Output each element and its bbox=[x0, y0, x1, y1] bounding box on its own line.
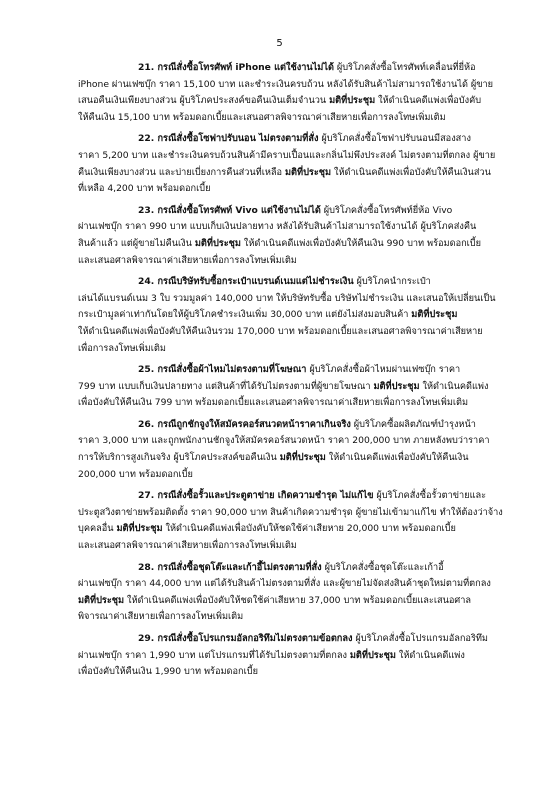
bold-text: มติที่ประชุม bbox=[279, 452, 326, 464]
body-text: ผ่านเฟซบุ๊ก ราคา 44,000 บาท แต่ได้รับสินค้าไม่ตรงตามที่สั่ง และผู้ขายไม่จัดส่งสินค้าชุดใหม่ตามที่ตกลง bbox=[78, 578, 491, 590]
case-paragraph bbox=[78, 203, 503, 269]
bold-text: 22. กรณีสั่งซื้อโซฟาปรับนอน ไม่ตรงตามที่สั่ง bbox=[138, 133, 319, 145]
case-text-line bbox=[78, 77, 503, 94]
case-paragraph bbox=[78, 131, 503, 197]
case-heading-line bbox=[78, 362, 503, 379]
case-heading-line bbox=[78, 60, 503, 77]
bold-text: มติที่ประชุม bbox=[329, 95, 376, 107]
case-paragraph bbox=[78, 362, 503, 412]
case-heading-line bbox=[78, 203, 503, 220]
bold-text: 21. กรณีสั่งซื้อโทรศัพท์ iPhone แต่ใช้งานไม่ได้ bbox=[138, 62, 334, 73]
case-text-line bbox=[78, 593, 503, 610]
bold-text: มติที่ประชุม bbox=[349, 649, 396, 661]
bold-text: 27. กรณีสั่งซื้อรั้วและประตูตาข่าย เกิดความชำรุด ไม่แก้ไข bbox=[138, 490, 374, 502]
case-text-line bbox=[78, 538, 503, 555]
body-text: 799 บาท แบบเก็บเงินปลายทาง แต่สินค้าที่ได้รับไม่ตรงตามที่ผู้ขายโฆษณา bbox=[78, 380, 374, 392]
body-text: ผู้บริโภคสั่งซื้อโซฟาปรับนอนมีสองสาง bbox=[318, 133, 471, 145]
body-text: บุคคลอื่น bbox=[78, 523, 117, 535]
case-paragraph bbox=[78, 631, 503, 681]
case-heading-line bbox=[78, 417, 503, 434]
body-text: ราคา 5,200 บาท และชำระเงินครบถ้วนสินค้ามีคราบเปื้อนและกลิ่นไม่พึงประสงค์ ไม่ตรงตามที่ตกลง ผู้ขาย bbox=[78, 149, 496, 161]
case-text-line bbox=[78, 521, 503, 538]
bold-text: 25. กรณีสั่งซื้อผ้าไหมไม่ตรงตามที่โฆษณา bbox=[138, 364, 307, 376]
bold-text: 23. กรณีสั่งซื้อโทรศัพท์ Vivo แต่ใช้งานไม่ได้ bbox=[138, 204, 321, 216]
bold-text: มติที่ประชุม bbox=[78, 594, 125, 606]
case-text-line bbox=[78, 93, 503, 110]
body-text: คืนเงินเพียงบางส่วน และบ่ายเบี่ยงการคืนส่วนที่เหลือ bbox=[78, 166, 285, 178]
bold-text: มติที่ประชุม bbox=[285, 166, 332, 178]
case-paragraph bbox=[78, 60, 503, 126]
case-text-line bbox=[78, 609, 503, 626]
case-heading-line bbox=[78, 631, 503, 648]
body-text: ผู้บริโภคสั่งซื้อโปรแกรมอัลกอริทึม bbox=[352, 633, 488, 644]
body-text: ผู้บริโภคสั่งซื้อโทรศัพท์เคลื่อนที่ยี่ห้อ bbox=[333, 62, 476, 73]
case-text-line bbox=[78, 467, 503, 484]
case-heading-line bbox=[78, 560, 503, 577]
body-text: สินค้าแล้ว แต่ผู้ขายไม่คืนเงิน bbox=[78, 237, 195, 249]
body-text: ผ่านเฟซบุ๊ก ราคา 990 บาท แบบเก็บเงินปลายทาง หลังได้รับสินค้าไม่สามารถใช้งานได้ ผู้บริโภคส่งคืน bbox=[78, 221, 477, 233]
case-text-line bbox=[78, 379, 503, 396]
case-text-line bbox=[78, 648, 503, 665]
body-text: ราคา 3,000 บาท และถูกพนักงานชักจูงให้สมัครคอร์สนวดหน้า ราคา 200,000 บาท ภายหลังพบว่าราคา bbox=[78, 435, 490, 447]
body-text: iPhone ผ่านเฟซบุ๊ก ราคา 15,100 บาท และชำระเงินครบถ้วน หลังได้รับสินค้าไม่สามารถใช้งานได้ ผู้ขาย bbox=[78, 78, 494, 90]
case-text-line bbox=[78, 341, 503, 358]
bold-text: มติที่ประชุม bbox=[194, 237, 241, 249]
body-text: พิจารณาค่าเสียหายเพื่อการลงโทษเพิ่มเติม bbox=[78, 611, 244, 623]
body-text: ผ่านเฟซบุ๊ก ราคา 1,990 บาท แต่โปรแกรมที่ได้รับไม่ตรงตามที่ตกลง bbox=[78, 649, 350, 661]
body-text: ผู้บริโภคสั่งซื้อผ้าไหมผ่านเฟซบุ๊ก ราคา bbox=[306, 364, 461, 376]
case-text-line bbox=[78, 324, 503, 341]
case-text-line bbox=[78, 450, 503, 467]
case-text-line bbox=[78, 433, 503, 450]
case-text-line bbox=[78, 253, 503, 270]
body-text: ผู้บริโภคสั่งซื้อชุดโต๊ะและเก้าอี้ bbox=[321, 561, 444, 573]
body-text: ผู้บริโภคสั่งซื้อรั้วตาข่ายและ bbox=[373, 490, 487, 502]
body-text: ประตูสวิงตาข่ายพร้อมติดตั้ง ราคา 90,000 บาท สินค้าเกิดความชำรุด ผู้ขายไม่เข้ามาแก้ไข ทำให้ต้องว่าจ้าง bbox=[78, 506, 503, 518]
bold-text: มติที่ประชุม bbox=[116, 523, 163, 535]
case-paragraph bbox=[78, 488, 503, 554]
body-text: เพื่อการลงโทษเพิ่มเติม bbox=[78, 342, 166, 354]
body-text: ให้ดำเนินคดีแพ่งเพื่อบังคับให้คืนเงินส่วน bbox=[331, 166, 491, 178]
case-text-line bbox=[78, 148, 503, 165]
case-text-line bbox=[78, 110, 503, 127]
bold-text: 29. กรณีสั่งซื้อโปรแกรมอัลกอริทึมไม่ตรงตามข้อตกลง bbox=[138, 633, 353, 644]
case-text-line bbox=[78, 181, 503, 198]
body-text: ให้ดำเนินคดีแพ่งเพื่อบังคับให้ชดใช้ค่าเสียหาย 37,000 บาท พร้อมดอกเบี้ยและเสนอศาล bbox=[124, 594, 472, 606]
case-text-line bbox=[78, 505, 503, 522]
body-text: ให้ดำเนินคดีแพ่ง bbox=[419, 380, 489, 392]
bold-text: 28. กรณีสั่งซื้อชุดโต๊ะและเก้าอี้ไม่ตรงตามที่สั่ง bbox=[138, 561, 322, 573]
body-text: ให้ดำเนินคดีแพ่งเพื่อบังคับ bbox=[375, 95, 482, 107]
case-paragraph bbox=[78, 560, 503, 626]
bold-text: มติที่ประชุม bbox=[411, 309, 458, 321]
body-text: และเสนอศาลพิจารณาค่าเสียหายเพื่อการลงโทษเพิ่มเติม bbox=[78, 540, 297, 552]
body-text: เพื่อบังคับให้คืนเงิน 1,990 บาท พร้อมดอกเบี้ย bbox=[78, 666, 258, 678]
body-text: 200,000 บาท พร้อมดอกเบี้ย bbox=[78, 468, 193, 480]
case-text-line bbox=[78, 664, 503, 681]
body-text: เสนอคืนเงินเพียงบางส่วน ผู้บริโภคประสงค์ขอคืนเงินเต็มจำนวน bbox=[78, 95, 330, 107]
body-text: เพื่อบังคับให้คืนเงิน 799 บาท พร้อมดอกเบี้ยและเสนอศาลพิจารณาค่าเสียหายเพื่อการลงโทษเพิ่มเติม bbox=[78, 397, 469, 409]
body-text: ให้ดำเนินคดีแพ่ง bbox=[395, 649, 465, 661]
body-text: ให้คืนเงิน 15,100 บาท พร้อมดอกเบี้ยและเสนอศาลพิจารณาค่าเสียหายเพื่อการลงโทษเพิ่มเติม bbox=[78, 111, 446, 123]
body-text: ให้ดำเนินคดีแพ่งเพื่อบังคับให้คืนเงินรวม 170,000 บาท พร้อมดอกเบี้ยและเสนอศาลพิจารณาค่าเสียหาย bbox=[78, 325, 483, 337]
case-text-line bbox=[78, 165, 503, 182]
case-text-line bbox=[78, 395, 503, 412]
body-text: ที่เหลือ 4,200 บาท พร้อมดอกเบี้ย bbox=[78, 183, 211, 195]
body-text: ผู้บริโภคนำกระเป๋า bbox=[353, 276, 431, 288]
case-heading-line bbox=[78, 131, 503, 148]
bold-text: มติที่ประชุม bbox=[373, 380, 420, 392]
body-text: ให้ดำเนินคดีแพ่งเพื่อบังคับให้คืนเงิน bbox=[325, 452, 469, 464]
page-number: 5 bbox=[276, 38, 283, 49]
document-body bbox=[78, 60, 503, 686]
case-text-line bbox=[78, 219, 503, 236]
bold-text: 24. กรณีบริษัทรับซื้อกระเป๋าแบรนด์เนมแต่ไม่ชำระเงิน bbox=[138, 276, 354, 288]
case-paragraph bbox=[78, 417, 503, 483]
case-text-line bbox=[78, 291, 503, 308]
case-text-line bbox=[78, 307, 503, 324]
body-text: ผู้บริโภคซื้อผลิตภัณฑ์บำรุงหน้า bbox=[350, 418, 476, 430]
body-text: กระเป๋ามูลค่าเท่ากันโดยให้ผู้บริโภคชำระเงินเพิ่ม 30,000 บาท แต่ยังไม่ส่งมอบสินค้า bbox=[78, 309, 412, 321]
case-text-line bbox=[78, 236, 503, 253]
case-heading-line bbox=[78, 488, 503, 505]
bold-text: 26. กรณีถูกชักจูงให้สมัครคอร์สนวดหน้าราคาเกินจริง bbox=[138, 418, 351, 430]
body-text: เล่นได้แบรนด์เนม 3 ใบ รวมมูลค่า 140,000 บาท ให้บริษัทรับซื้อ บริษัทไม่ชำระเงิน และเสนอให้เปลี่ยนเป็น bbox=[78, 292, 496, 304]
body-text: และเสนอศาลพิจารณาค่าเสียหายเพื่อการลงโทษเพิ่มเติม bbox=[78, 254, 297, 266]
body-text: ให้ดำเนินคดีแพ่งเพื่อบังคับให้ชดใช้ค่าเสียหาย 20,000 บาท พร้อมดอกเบี้ย bbox=[162, 523, 456, 535]
body-text: ให้ดำเนินคดีแพ่งเพื่อบังคับให้คืนเงิน 990 บาท พร้อมดอกเบี้ย bbox=[240, 237, 482, 249]
case-heading-line bbox=[78, 274, 503, 291]
body-text: การให้บริการสูงเกินจริง ผู้บริโภคประสงค์ขอคืนเงิน bbox=[78, 452, 280, 464]
body-text: ผู้บริโภคสั่งซื้อโทรศัพท์ยี่ห้อ Vivo bbox=[320, 204, 453, 216]
case-text-line bbox=[78, 576, 503, 593]
case-paragraph bbox=[78, 274, 503, 357]
